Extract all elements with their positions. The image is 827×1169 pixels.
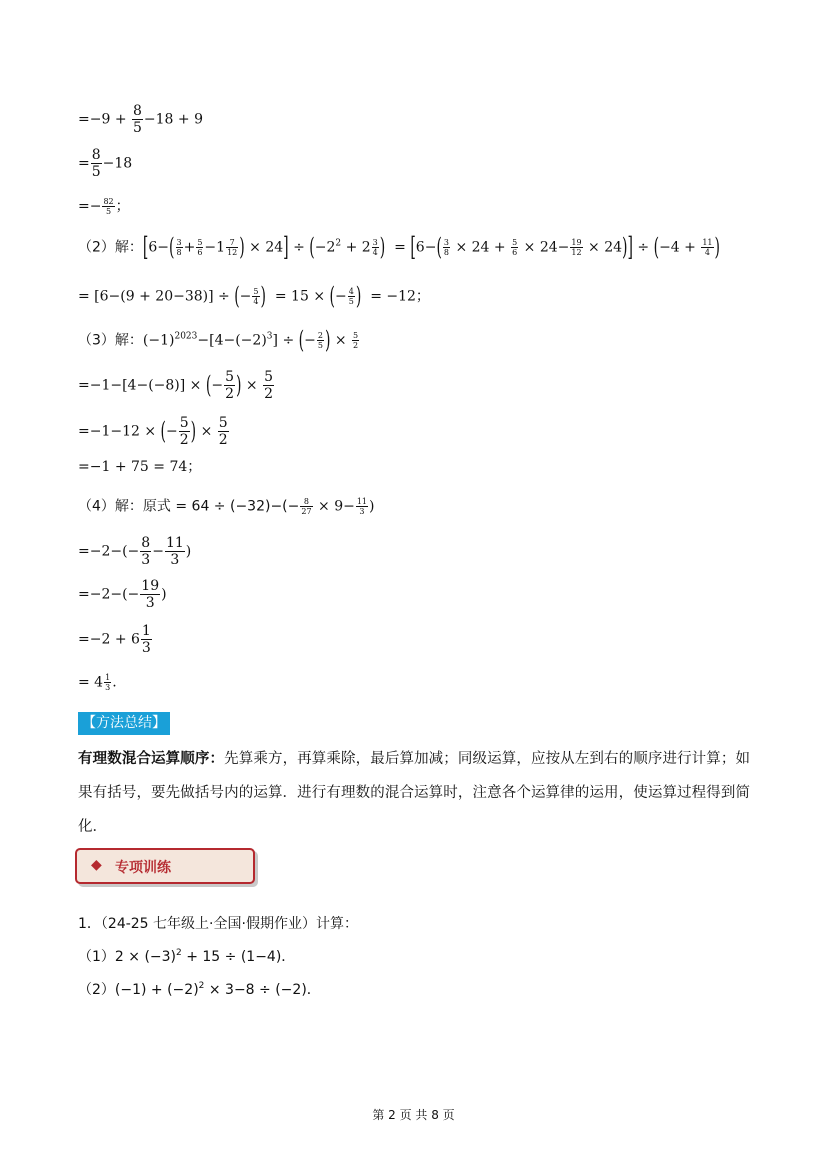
section-banner bbox=[75, 848, 255, 884]
method-summary-text bbox=[78, 742, 750, 844]
part-label: （4）解：原式 = 64 ÷ (−32)−(− bbox=[78, 498, 300, 515]
part-label: （3）解： bbox=[78, 332, 143, 349]
part4-line-2: =−2−(− $\frac{8}{3}$ − $\frac{11}{3}$ ) bbox=[78, 535, 192, 568]
part4-line-4: =−2 + 6 $\frac{1}{3}$ bbox=[78, 623, 151, 656]
part3-line-4: =−1 + 75 = 74； bbox=[78, 459, 202, 475]
part4-line-1: （4）解：原式 = 64 ÷ (−32)−(− $\frac{8}{27}$ × 9− $\frac{11}{3}$ ) bbox=[78, 497, 375, 516]
expr: =− bbox=[78, 198, 102, 215]
expr: ； bbox=[115, 198, 130, 215]
step-line-1 bbox=[78, 103, 203, 136]
summary-heading: 有理数混合运算顺序： bbox=[78, 751, 225, 767]
part2-line-1: （2）解：[6−( $\frac{3}{8}$ + $\frac{5}{6}$ −1 $\frac{7}{12}$ ) × $24] \div (-2^2 + 2$ $\frac{3}{4}$ ) = [6−( $\frac{3}{8}$ × 24 + $\frac{5}{6}$ × 24− $\frac{19}{12}$ × 24)] ÷ (−4 + $\frac{11}{4}$ ) bbox=[78, 232, 720, 263]
page-footer: 第 2 页 共 8 页 bbox=[372, 1108, 455, 1122]
fraction: $\frac{82}{5}$ bbox=[103, 197, 114, 216]
part-label: （2）解： bbox=[78, 239, 143, 256]
exercise-question: 1．（24-25 七年级上·全国·假期作业）计算： bbox=[78, 916, 358, 932]
part3-line-1: （3）解：$(-1)^{2023}-[4-(-2)^3]$ ÷ (− $\frac{2}{5}$ ) × $\frac{5}{2}$ bbox=[78, 326, 359, 355]
fraction: $\frac{8}{5}$ bbox=[133, 103, 142, 136]
part4-line-5: = 4 $\frac{1}{3}$ . bbox=[78, 673, 117, 692]
diamond-icon: ◆ bbox=[91, 857, 102, 873]
expr: −18 bbox=[102, 155, 133, 172]
expr: = bbox=[78, 155, 90, 172]
expr: −18 + 9 bbox=[143, 111, 204, 128]
part2-line-2: = [6−(9 + 20−38)] ÷ (− $\frac{5}{4}$ ) = 15 × (− $\frac{4}{5}$ ) = −12； bbox=[78, 282, 430, 311]
exercise-sub-2: $(2)(-1) + (-2)^2 \times 3-8 \div (-2)$． bbox=[78, 981, 321, 998]
part4-line-3: =−2−(− $\frac{19}{3}$ ) bbox=[78, 578, 167, 611]
step-line-2 bbox=[78, 147, 132, 180]
expr: =−9 + bbox=[78, 111, 131, 128]
exercise-sub-1: $(1)2 \times (-3)^2 + 15 \div (1-4)$． bbox=[78, 948, 296, 965]
method-summary-tag: 【方法总结】 bbox=[78, 712, 170, 735]
fraction: $\frac{8}{5}$ bbox=[91, 147, 101, 180]
summary-body: 先算乘方，再算乘除，最后算加减；同级运算，应按从左到右的顺序进行计算；如果有括号，要先做括号内的运算．进行有理数的混合运算时，注意各个运算律的运用，使运算过程得到简化． bbox=[78, 751, 751, 835]
part3-line-2: =−1−[4−(−8)] × (− $\frac{5}{2}$ ) × $\frac{5}{2}$ bbox=[78, 369, 274, 402]
section-title: 专项训练 bbox=[115, 860, 171, 876]
step-line-3 bbox=[78, 197, 130, 216]
part3-line-3: =−1−12 × (− $\frac{5}{2}$ ) × $\frac{5}{2}$ bbox=[78, 415, 228, 448]
